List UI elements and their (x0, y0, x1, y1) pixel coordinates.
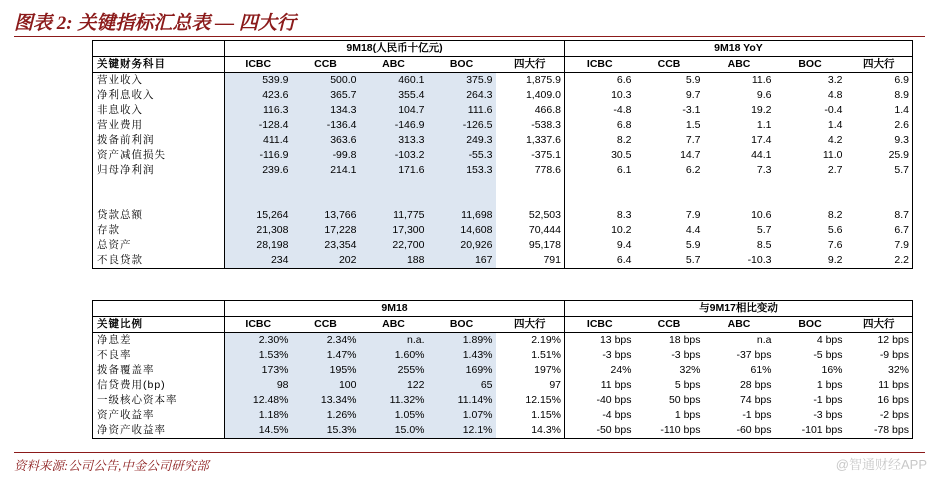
fin-cell: 9.4 (616, 239, 632, 251)
ratio-row-label: 净息差 (93, 333, 225, 349)
fin-cell: -3.1 (682, 104, 701, 116)
fin-cell (496, 193, 565, 208)
ratio-cell: 1.51% (496, 348, 565, 363)
ratio-cell: 12 bps (846, 333, 913, 349)
fin-cell: 28,198 (225, 238, 292, 253)
ratio-row-label: 信贷费用(bp) (93, 378, 225, 393)
source-note: 资料来源:公司公告,中金公司研究部 (14, 459, 209, 473)
fin-cell: 23,354 (292, 238, 360, 253)
fin-col-header: ICBC (225, 57, 292, 73)
fin-cell: 2.6 (846, 118, 913, 133)
fin-cell: 423.6 (225, 88, 292, 103)
ratio-cell: 13 bps (599, 334, 632, 346)
fin-cell: -116.9 (225, 148, 292, 163)
fin-row-label: 营业收入 (93, 73, 225, 89)
fin-row-label: 不良贷款 (93, 253, 225, 269)
fin-cell: 6.9 (846, 73, 913, 89)
ratio-col-header: ABC (704, 317, 775, 333)
fin-cell: 4.4 (685, 224, 701, 236)
ratio-cell: 2.19% (496, 333, 565, 349)
ratio-row (93, 423, 913, 439)
fin-cell: 6.1 (616, 164, 632, 176)
ratio-cell: -110 bps (635, 423, 704, 439)
fin-cell: 10.3 (611, 89, 632, 101)
fin-cell: -146.9 (360, 118, 428, 133)
ratio-cell: 4 bps (816, 334, 843, 346)
fin-cell: 466.8 (496, 103, 565, 118)
fin-cell: 10.2 (611, 224, 632, 236)
ratio-col-header: BOC (775, 317, 846, 333)
fin-cell: 9.3 (846, 133, 913, 148)
fin-cell: 6.6 (616, 74, 632, 86)
fin-cell: 1.4 (827, 119, 843, 131)
ratio-cell: 255% (360, 363, 428, 378)
ratio-row-label: 资产收益率 (93, 408, 225, 423)
ratio-cell: -50 bps (565, 423, 635, 439)
fin-row (93, 193, 913, 208)
ratio-cell: -4 bps (602, 409, 632, 421)
fin-cell: 14,608 (428, 223, 496, 238)
fin-row (93, 103, 913, 118)
ratio-cell: 32% (846, 363, 913, 378)
fin-cell: 104.7 (360, 103, 428, 118)
ratio-cell: 12.1% (428, 423, 496, 439)
ratio-cell: 195% (292, 363, 360, 378)
ratio-cell: -3 bps (602, 349, 632, 361)
fin-cell: 4.8 (827, 89, 843, 101)
fin-cell: -128.4 (225, 118, 292, 133)
fin-cell (635, 193, 704, 208)
fin-cell: 7.9 (846, 238, 913, 253)
ratio-row-label: 净资产收益率 (93, 423, 225, 439)
fin-row (93, 223, 913, 238)
fin-cell: -0.4 (824, 104, 843, 116)
fin-cell: 8.7 (846, 208, 913, 223)
ratio-cell: 173% (225, 363, 292, 378)
fin-cell: 11,775 (360, 208, 428, 223)
fin-cell: 11.6 (751, 74, 772, 86)
ratio-cell: 98 (225, 378, 292, 393)
fin-cell: -136.4 (292, 118, 360, 133)
ratio-cell: 74 bps (739, 394, 772, 406)
fin-cell (635, 178, 704, 193)
fin-row (93, 148, 913, 163)
fin-column-header-row (93, 57, 913, 73)
ratio-cell: 1.07% (428, 408, 496, 423)
ratio-cell: 197% (496, 363, 565, 378)
fin-cell: 7.9 (685, 209, 701, 221)
fin-cell: 5.7 (756, 224, 772, 236)
fin-cell: 2.2 (846, 253, 913, 269)
ratio-cell: 100 (292, 378, 360, 393)
ratio-row (93, 408, 913, 423)
ratio-group-left: 9M18 (225, 301, 565, 317)
fin-cell: 1,875.9 (496, 73, 565, 89)
fin-corner-cell (93, 41, 225, 57)
fin-col-header: BOC (428, 57, 496, 73)
fin-cell: 52,503 (496, 208, 565, 223)
fin-cell: 1.1 (756, 119, 772, 131)
ratio-cell: 11 bps (600, 379, 632, 391)
fin-cell: 171.6 (360, 163, 428, 178)
fin-cell: 6.4 (565, 253, 635, 269)
financial-items-table (92, 40, 913, 269)
fin-cell: 5.9 (685, 239, 701, 251)
ratio-cell: -78 bps (846, 423, 913, 439)
ratio-cell: 14.5% (225, 423, 292, 439)
fin-cell: 249.3 (428, 133, 496, 148)
ratio-cell: 1.18% (225, 408, 292, 423)
fin-cell: -10.3 (704, 253, 775, 269)
ratio-cell: 11.14% (428, 393, 496, 408)
ratio-cell: 1.43% (428, 348, 496, 363)
fin-cell: 363.6 (292, 133, 360, 148)
ratio-cell: 1.89% (428, 333, 496, 349)
fin-row-label: 净利息收入 (93, 88, 225, 103)
fin-cell (360, 178, 428, 193)
fin-cell: -99.8 (292, 148, 360, 163)
ratio-cell: 18 bps (668, 334, 701, 346)
fin-cell: 21,308 (225, 223, 292, 238)
fin-cell: -538.3 (496, 118, 565, 133)
ratio-row (93, 378, 913, 393)
ratio-cell: 1.47% (292, 348, 360, 363)
ratio-col-header: CCB (635, 317, 704, 333)
ratio-cell: 28 bps (739, 379, 772, 391)
page-title: 图表 2: 关键指标汇总表 — 四大行 (14, 13, 296, 34)
fin-cell: 8.2 (616, 134, 632, 146)
fin-cell: 9.2 (775, 253, 846, 269)
fin-cell: -55.3 (428, 148, 496, 163)
fin-col-header: 四大行 (846, 57, 913, 73)
ratio-col-header: 四大行 (846, 317, 913, 333)
fin-row-label: 营业费用 (93, 118, 225, 133)
ratio-col-header: BOC (428, 317, 496, 333)
fin-cell: 365.7 (292, 88, 360, 103)
ratio-row-header: 关键比例 (93, 317, 225, 333)
fin-row-label (93, 178, 225, 193)
fin-cell: 8.9 (846, 88, 913, 103)
fin-cell: 355.4 (360, 88, 428, 103)
fin-cell (775, 193, 846, 208)
fin-cell: -126.5 (428, 118, 496, 133)
fin-cell: 9.6 (756, 89, 772, 101)
ratio-cell: -5 bps (813, 349, 843, 361)
fin-cell (225, 193, 292, 208)
fin-row-label: 存款 (93, 223, 225, 238)
ratio-row (93, 393, 913, 408)
ratio-group-right: 与9M17相比变动 (565, 301, 913, 317)
fin-cell (428, 178, 496, 193)
fin-cell: 778.6 (496, 163, 565, 178)
fin-cell (428, 193, 496, 208)
fin-cell: 411.4 (225, 133, 292, 148)
fin-col-header: ABC (360, 57, 428, 73)
fin-cell: 460.1 (360, 73, 428, 89)
ratio-cell: 32% (679, 364, 701, 376)
fin-cell: 13,766 (292, 208, 360, 223)
fin-cell: 44.1 (751, 149, 772, 161)
ratio-cell: 16 bps (846, 393, 913, 408)
fin-cell: 14.7 (680, 149, 701, 161)
ratio-cell: 61% (750, 364, 772, 376)
fin-cell: 7.6 (827, 239, 843, 251)
fin-cell (704, 178, 775, 193)
ratio-row (93, 348, 913, 363)
ratio-cell: 1.05% (360, 408, 428, 423)
ratio-cell: 2.34% (292, 333, 360, 349)
fin-cell: 375.9 (428, 73, 496, 89)
fin-cell: 7.7 (685, 134, 701, 146)
fin-cell: -103.2 (360, 148, 428, 163)
fin-cell: 95,178 (496, 238, 565, 253)
ratio-corner-cell (93, 301, 225, 317)
ratio-cell: n.a. (360, 333, 428, 349)
fin-cell: 3.2 (827, 74, 843, 86)
ratio-cell: 1 bps (816, 379, 843, 391)
fin-cell (846, 178, 913, 193)
fin-row (93, 133, 913, 148)
fin-row (93, 208, 913, 223)
fin-cell (565, 193, 635, 208)
ratio-cell: 1.26% (292, 408, 360, 423)
fin-cell: 70,444 (496, 223, 565, 238)
ratio-cell: -3 bps (813, 409, 843, 421)
ratio-row-label: 不良率 (93, 348, 225, 363)
ratio-cell: 13.34% (292, 393, 360, 408)
ratio-cell: 1.53% (225, 348, 292, 363)
fin-cell: 17.4 (751, 134, 772, 146)
ratio-cell: 15.3% (292, 423, 360, 439)
fin-cell: 791 (496, 253, 565, 269)
fin-row-header: 关键财务科目 (93, 57, 225, 73)
fin-cell: 1.4 (846, 103, 913, 118)
fin-cell: 5.9 (685, 74, 701, 86)
fin-row-label (93, 193, 225, 208)
watermark: @智通财经APP (835, 457, 927, 472)
ratio-cell: 11 bps (846, 378, 913, 393)
fin-row (93, 163, 913, 178)
fin-cell: 167 (428, 253, 496, 269)
ratio-row (93, 333, 913, 349)
fin-cell: 4.2 (827, 134, 843, 146)
ratio-col-header: CCB (292, 317, 360, 333)
fin-cell: 7.3 (756, 164, 772, 176)
fin-row (93, 253, 913, 269)
fin-cell: 111.6 (428, 103, 496, 118)
fin-cell: 116.3 (225, 103, 292, 118)
ratio-cell: 12.48% (225, 393, 292, 408)
ratio-cell: -2 bps (846, 408, 913, 423)
fin-cell (704, 193, 775, 208)
fin-cell: 6.2 (685, 164, 701, 176)
fin-cell: 20,926 (428, 238, 496, 253)
fin-col-header: 四大行 (496, 57, 565, 73)
fin-cell: 234 (225, 253, 292, 269)
ratio-cell: 15.0% (360, 423, 428, 439)
ratio-cell: n.a (756, 334, 772, 346)
footer-divider (14, 452, 925, 453)
fin-cell: 1,409.0 (496, 88, 565, 103)
fin-cell (360, 193, 428, 208)
fin-cell: 11,698 (428, 208, 496, 223)
fin-cell: 5.7 (846, 163, 913, 178)
fin-row-label: 非息收入 (93, 103, 225, 118)
fin-row-label: 贷款总额 (93, 208, 225, 223)
fin-cell (565, 178, 635, 193)
fin-cell: 8.2 (827, 209, 843, 221)
ratio-cell: 1 bps (674, 409, 701, 421)
ratio-cell: -1 bps (813, 394, 843, 406)
fin-cell (775, 178, 846, 193)
fin-cell: 500.0 (292, 73, 360, 89)
fin-group-header-row (93, 41, 913, 57)
fin-cell: 5.7 (635, 253, 704, 269)
ratio-cell: 14.3% (496, 423, 565, 439)
ratio-row-label: 一级核心资本率 (93, 393, 225, 408)
fin-cell: 202 (292, 253, 360, 269)
ratio-cell: 12.15% (496, 393, 565, 408)
fin-cell (225, 178, 292, 193)
ratio-row (93, 363, 913, 378)
fin-cell: 19.2 (751, 104, 772, 116)
fin-cell: 134.3 (292, 103, 360, 118)
ratio-cell: 122 (360, 378, 428, 393)
fin-cell: -4.8 (613, 104, 632, 116)
ratio-col-header: ICBC (565, 317, 635, 333)
ratio-cell: 1.60% (360, 348, 428, 363)
ratio-cell: -1 bps (742, 409, 772, 421)
fin-cell: 22,700 (360, 238, 428, 253)
ratio-group-header-row (93, 301, 913, 317)
fin-cell: 539.9 (225, 73, 292, 89)
fin-cell (846, 193, 913, 208)
fin-cell: 1.5 (685, 119, 701, 131)
fin-row-label: 归母净利润 (93, 163, 225, 178)
fin-row-label: 拨备前利润 (93, 133, 225, 148)
fin-cell: 2.7 (827, 164, 843, 176)
ratio-cell: -101 bps (775, 423, 846, 439)
fin-cell: 239.6 (225, 163, 292, 178)
fin-row (93, 88, 913, 103)
fin-cell (292, 193, 360, 208)
ratio-cell: 2.30% (225, 333, 292, 349)
ratio-cell: 11.32% (360, 393, 428, 408)
ratio-cell: 5 bps (674, 379, 701, 391)
fin-cell: 6.7 (846, 223, 913, 238)
ratio-col-header: ABC (360, 317, 428, 333)
fin-col-header: ABC (704, 57, 775, 73)
fin-row (93, 238, 913, 253)
fin-cell: 17,300 (360, 223, 428, 238)
fin-cell: 30.5 (611, 149, 632, 161)
fin-cell: 214.1 (292, 163, 360, 178)
fin-cell: 188 (360, 253, 428, 269)
fin-group-left: 9M18(人民币十亿元) (225, 41, 565, 57)
ratio-cell: 97 (496, 378, 565, 393)
fin-group-right: 9M18 YoY (565, 41, 913, 57)
fin-cell: 313.3 (360, 133, 428, 148)
ratio-cell: -9 bps (846, 348, 913, 363)
ratio-cell: 169% (428, 363, 496, 378)
fin-cell: 1,337.6 (496, 133, 565, 148)
ratio-col-header: ICBC (225, 317, 292, 333)
fin-cell: 264.3 (428, 88, 496, 103)
ratio-row-label: 拨备覆盖率 (93, 363, 225, 378)
ratio-col-header: 四大行 (496, 317, 565, 333)
key-ratios-table (92, 300, 913, 439)
fin-row (93, 178, 913, 193)
fin-col-header: BOC (775, 57, 846, 73)
fin-cell: 10.6 (751, 209, 772, 221)
ratio-cell: -60 bps (704, 423, 775, 439)
ratio-cell: 1.15% (496, 408, 565, 423)
ratio-cell: -37 bps (736, 349, 772, 361)
fin-cell: 153.3 (428, 163, 496, 178)
ratio-cell: -3 bps (671, 349, 701, 361)
fin-cell: -375.1 (496, 148, 565, 163)
fin-cell: 15,264 (225, 208, 292, 223)
fin-row (93, 73, 913, 89)
ratio-cell: -40 bps (596, 394, 632, 406)
fin-cell: 9.7 (685, 89, 701, 101)
fin-col-header: CCB (635, 57, 704, 73)
fin-row-label: 总资产 (93, 238, 225, 253)
ratio-cell: 16% (821, 364, 843, 376)
fin-col-header: CCB (292, 57, 360, 73)
fin-cell: 25.9 (846, 148, 913, 163)
fin-row-label: 资产减值损失 (93, 148, 225, 163)
fin-cell (496, 178, 565, 193)
ratio-cell: 65 (428, 378, 496, 393)
fin-cell (292, 178, 360, 193)
ratio-cell: 24% (610, 364, 632, 376)
fin-cell: 8.3 (616, 209, 632, 221)
ratio-column-header-row (93, 317, 913, 333)
title-divider (14, 36, 925, 37)
fin-col-header: ICBC (565, 57, 635, 73)
fin-cell: 6.8 (616, 119, 632, 131)
ratio-cell: 50 bps (668, 394, 701, 406)
fin-cell: 8.5 (756, 239, 772, 251)
fin-cell: 5.6 (827, 224, 843, 236)
fin-row (93, 118, 913, 133)
fin-cell: 17,228 (292, 223, 360, 238)
fin-cell: 11.0 (822, 149, 843, 161)
